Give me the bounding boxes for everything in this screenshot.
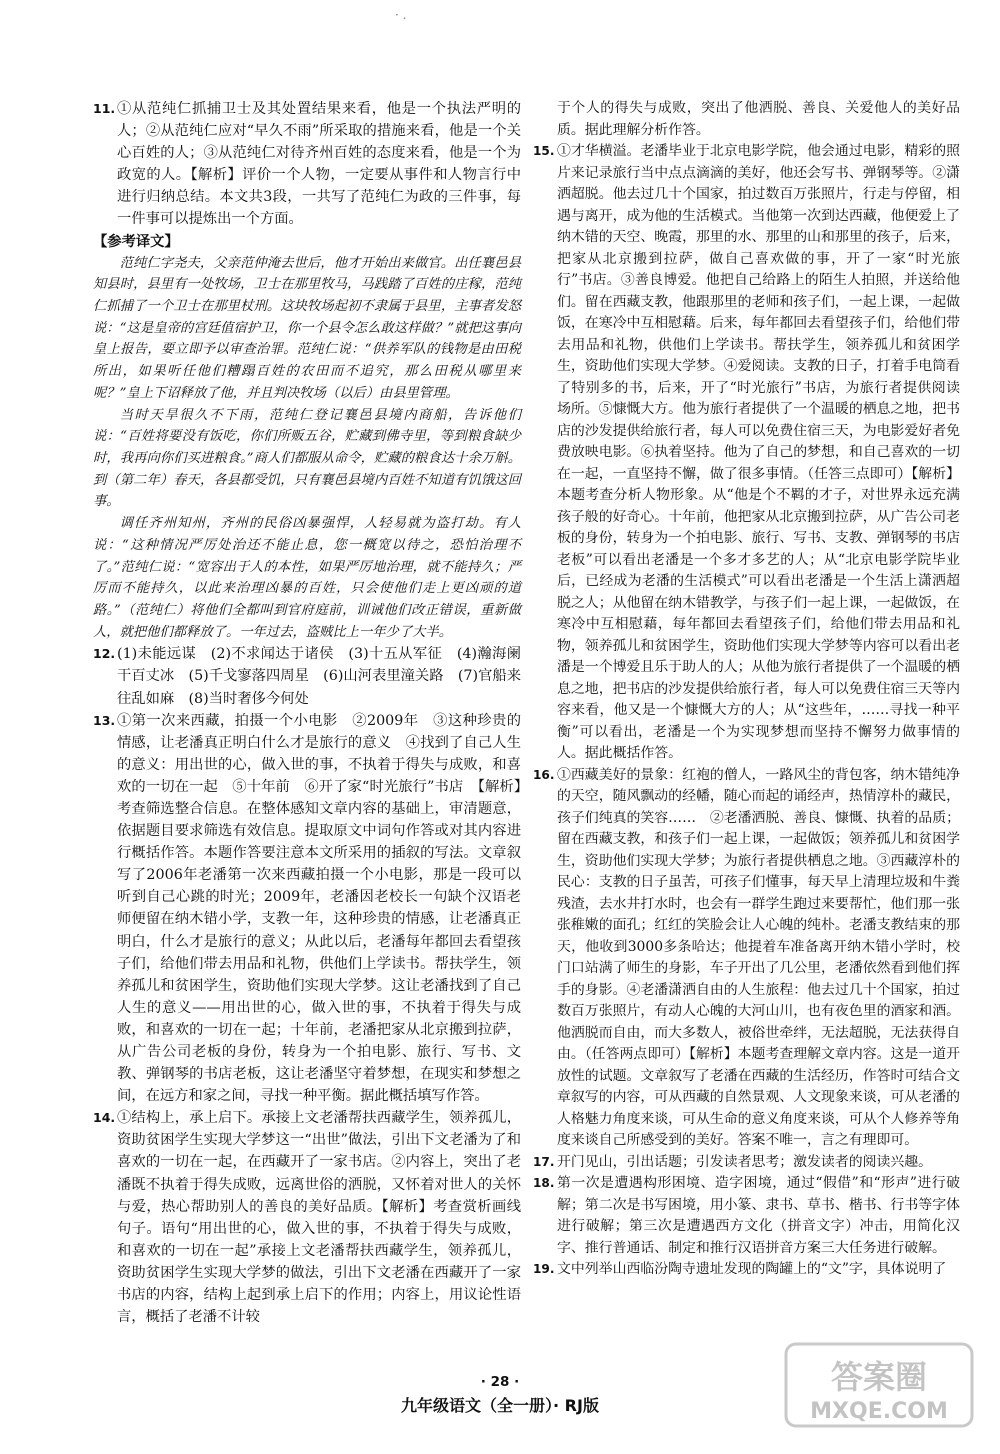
answer-item — [533, 1173, 960, 1259]
page-number: · 28 · — [480, 1374, 520, 1390]
answer-item — [93, 643, 521, 709]
answer-text: ①第一次来西藏，拍摄一个小电影 ②2009年 ③这种珍贵的情感，让老潘真正明白什么才是旅行的意义 ④找到了自己人生的意义：用出世的心，做入世的事，不执着于得失与成败，和喜欢的一切在一起 ⑤十年前 ⑥开了家“时光旅行”书店 【解析】考查筛选整合信息。在整体感知文章内容的基础上，审清题意，依据题目要求筛选有效信息。提取原文中词句作答或对其内容进行概括作答。本题作答要注意本文所采用的插叙的写法。文章叙写了2006年老潘第一次来西藏拍摄一个小电影，那是一段可以听到自己心跳的时光；2009年，老潘因老校长一句缺个汉语老师便留在纳木错小学，支教一年，这种珍贵的情感，让老潘真正明白，什么才是旅行的意义；从此以后，老潘每年都回去看望孩子们，给他们带去用品和礼物，供他们上学读书。帮扶学生，领养孤儿和贫困学生，资助他们实现大学梦。这让老潘找到了自己人生的意义——用出世的心，做入世的事，不执着于得失与成败，和喜欢的一切在一起；十年前，老潘把家从北京搬到拉萨，从广告公司老板的身份，转身为一个拍电影、旅行、写书、文教、弹钢琴的书店老板，这让老潘坚守着梦想，在现实和梦想之间，在远方和家之间，寻找一种平衡。据此概括填写作答。 — [117, 712, 521, 1105]
question-number: 17. — [533, 1154, 555, 1169]
watermark-line1: 答案圈 — [830, 1358, 928, 1396]
question-number: 13. — [93, 712, 116, 728]
answer-text: ①结构上，承上启下。承接上文老潘帮扶西藏学生，领养孤儿，资助贫困学生实现大学梦这一“出世”做法，引出下文老潘为了和喜欢的一切在一起，在西藏开了一家书店。②内容上，突出了老潘既不执着于得失成败，远离世俗的洒脱，又怀着对世人的关怀与爱，热心帮助别人的善良的美好品质。【解析】考查赏析画线句子。语句“用出世的心，做入世的事，不执着于得失与成败，和喜欢的一切在一起”承接上文老潘帮扶西藏学生，领养孤儿，资助贫困学生实现大学梦的做法，引出下文老潘在西藏开了一家书店的内容，结构上起到承上启下的作用；内容上，用议论性语言，概括了老潘不计较 — [117, 1110, 521, 1326]
right-column — [533, 98, 960, 1281]
answer-item — [533, 98, 960, 141]
answer-item — [93, 1107, 521, 1328]
left-column — [93, 98, 521, 1328]
answer-text: 第一次是遭遇构形困境、造字困境，通过“假借”和“形声”进行破解；第二次是书写困境，用小篆、隶书、草书、楷书、行书等字体进行破解；第三次是遭遇西方文化（拼音文字）冲击，用简化汉字、推行普通话、制定和推行汉语拼音方案三大任务进行破解。 — [557, 1175, 960, 1256]
answer-item — [533, 1259, 960, 1281]
question-number: 12. — [93, 646, 116, 662]
answer-text: 于个人的得失与成败，突出了他洒脱、善良、关爱他人的美好品质。据此理解分析作答。 — [557, 100, 960, 138]
question-number: 18. — [533, 1176, 555, 1190]
answer-text: ①西藏美好的景象：红袍的僧人，一路风尘的背包客，纳木错纯净的天空，随风飘动的经幡，随心而起的诵经声，热情淳朴的藏民，孩子们纯真的笑容…… ②老潘洒脱、善良、慷慨、执着的品质；留在西藏支教，和孩子们一起上课，一起做饭；领养孤儿和贫困学生，资助他们实现大学梦；为旅行者提供栖息之地。③西藏淳朴的民心：支教的日子虽苦，可孩子们懂事，每天早上清理垃圾和牛粪残渣，去水井打水时，也会有一群学生跑过来要帮忙，他们那一张张稚嫩的面孔；红红的笑脸会让人心魄的纯朴。老潘支教结束的那天，他收到3000多条哈达；他提着车准备离开纳木错小学时，校门口站满了师生的身影，车子开出了几公里，老潘依然看到他们挥手的身影。④老潘潇洒自由的人生旅程：他去过几十个国家，拍过数百万张照片，有动人心魄的大河山川，也有夜色里的酒家和酒。他洒脱而自由，而大多数人，被俗世牵绊，无法超脱，无法获得自由。（任答两点即可）【解析】本题考查理解文章内容。这是一道开放性的试题。文章叙写了老潘在西藏的生活经历，作答时可结合文章叙写的内容，可从西藏的自然景观、人文现象来谈，可从老潘的人格魅力角度来谈，可从生命的意义角度来谈，可从个人修养等角度来谈自己所感受到的美好。答案不唯一，言之有理即可。 — [557, 766, 960, 1148]
question-number: 11. — [93, 101, 116, 116]
question-number: 15. — [533, 144, 555, 158]
answer-text: 开门见山，引出话题；引发读者思考；激发读者的阅读兴趣。 — [557, 1153, 933, 1170]
answer-item — [533, 765, 960, 1152]
section-heading: 【参考译文】 — [93, 233, 179, 250]
answer-item — [93, 98, 521, 231]
answer-item — [533, 1152, 960, 1174]
answer-text: ①才华横溢。老潘毕业于北京电影学院，他会通过电影，精彩的照片来记录旅行当中点点滴滴的美好，他还会写书、弹钢琴等。②潇洒超脱。他去过几十个国家，拍过数百万张照片，行走与停留，相遇与离开，成为他的生活模式。当他第一次到达西藏，他便爱上了纳木错的天空、晚霞，那里的水、那里的山和那里的孩子，后来，把家从北京搬到拉萨，做自己喜欢做的事，开了一家“时光旅行”书店。③善良博爱。他把自己给路上的陌生人拍照，并送给他们。留在西藏支教，他跟那里的老师和孩子们，一起上课，一起做饭，在寒冷中互相慰藉。后来，每年都回去看望孩子们，给他们带去用品和礼物，供他们上学读书。帮扶学生，领养孤儿和贫困学生，资助他们实现大学梦。④爱阅读。支教的日子，打着手电筒看了特别多的书，后来，开了“时光旅行”书店，为旅行者提供阅读场所。⑤慷慨大方。他为旅行者提供了一个温暖的栖息之地，把书店的沙发提供给旅行者，每人可以免费住宿三天，为电影爱好者免费放映电影。⑥执着坚持。他为了自己的梦想，和自己喜欢的一切在一起，一直坚持不懈，做了很多事情。（任答三点即可）【解析】本题考查分析人物形象。从“他是个不羁的才子，对世界永远充满孩子般的好奇心。十年前，他把家从北京搬到拉萨，从广告公司老板的身份，转身为一个拍电影、旅行、写书、支教、弹钢琴的书店老板”可以看出老潘是一个多才多艺的人；从“北京电影学院毕业后，已经成为老潘的生活模式”可以看出老潘是一个生活上潇洒超脱之人；从他留在纳木错教学，与孩子们一起上课，一起做饭，在寒冷中互相慰藉，每年都回去看望孩子们，给他们带去用品和礼物，领养孤儿和贫困学生，资助他们实现大学梦等内容可以看出老潘是一个博爱且乐于助人的人；从他为旅行者提供了一个温暖的栖息之地，把书店的沙发提供给旅行者，每人可以免费住宿三天等内容来看，他又是一个慷慨大方的人；从“这些年，……寻找一种平衡”可以看出，老潘是一个为实现梦想而坚持不懈努力做事情的人。据此概括作答。 — [557, 143, 960, 761]
watermark-logo — [784, 1342, 974, 1428]
top-mark: · . — [395, 8, 407, 22]
question-number: 16. — [533, 767, 555, 782]
answer-item — [533, 141, 960, 765]
watermark-line2: MXQE.COM — [810, 1399, 948, 1424]
translation-paragraph: 范纯仁字尧夫，父亲范仲淹去世后，他才开始出来做官。出任襄邑县知县时，县里有一处牧场，卫士在那里牧马，马践踏了百姓的庄稼，范纯仁抓捕了一个卫士在那里杖刑。这块牧场起初不隶属于县里，主事者发怒说：“这是皇帝的宫廷值宿护卫，你一个县令怎么敢这样做？”就把这事向皇上报告，要立即予以审查治罪。范纯仁说：“供养军队的钱物是由田税所出，如果听任他们糟蹋百姓的农田而不追究，那么田税从哪里来呢？”皇上下诏释放了他，并且判决牧场（以后）由县里管理。 — [93, 255, 521, 401]
translation-paragraph: 调任齐州知州，齐州的民俗凶暴强悍，人轻易就为盗打劫。有人说：“这种情况严厉处治还不能止息，您一概宽以待之，恐怕治理不了。”范纯仁说：“宽容出于人的本性，如果严厉地治理，就不能持久；严厉而不能持久，以此来治理凶暴的百姓，只会使他们走上更凶顽的道路。”（范纯仁）将他们全都叫到官府庭前，训诫他们改正错误，重新做人，就把他们都释放了。一年过去，盗贼比上一年少了大半。 — [93, 516, 521, 640]
book-title: 九年级语文（全一册）· RJ版 — [401, 1396, 599, 1415]
question-number: 14. — [93, 1110, 116, 1126]
answer-text: (1)未能远谋 (2)不求闻达于诸侯 (3)十五从军征 (4)瀚海阑干百丈冰 (5)千戈寥落四周星 (6)山河表里潼关路 (7)官船来往乱如麻 (8)当时奢侈今何处 — [117, 646, 521, 707]
answer-item — [93, 710, 521, 1108]
answer-text: ①从范纯仁抓捕卫士及其处置结果来看，他是一个执法严明的人；②从范纯仁应对“早久不雨”所采取的措施来看，他是一个关心百姓的人；③从范纯仁对待齐州百姓的态度来看，他是一个为政宽的人。【解析】评价一个人物，一定要从事件和人物言行中进行归纳总结。本文共3段，一共写了范纯仁为政的三件事，每一件事可以提炼出一个方面。 — [117, 101, 521, 228]
translation-paragraph: 当时天旱很久不下雨，范纯仁登记襄邑县境内商船，告诉他们说：“百姓将要没有饭吃，你们所贩五谷，贮藏到佛寺里，等到粮食缺少时，我再向你们买进粮食。”商人们都服从命令，贮藏的粮食达十余万斛。到（第二年）春天，各县都受饥，只有襄邑县境内百姓不知道有饥饿这回事。 — [93, 407, 521, 510]
answer-text: 文中列举山西临汾陶寺遗址发现的陶罐上的“文”字，具体说明了 — [557, 1261, 947, 1277]
question-number: 19. — [533, 1262, 555, 1276]
